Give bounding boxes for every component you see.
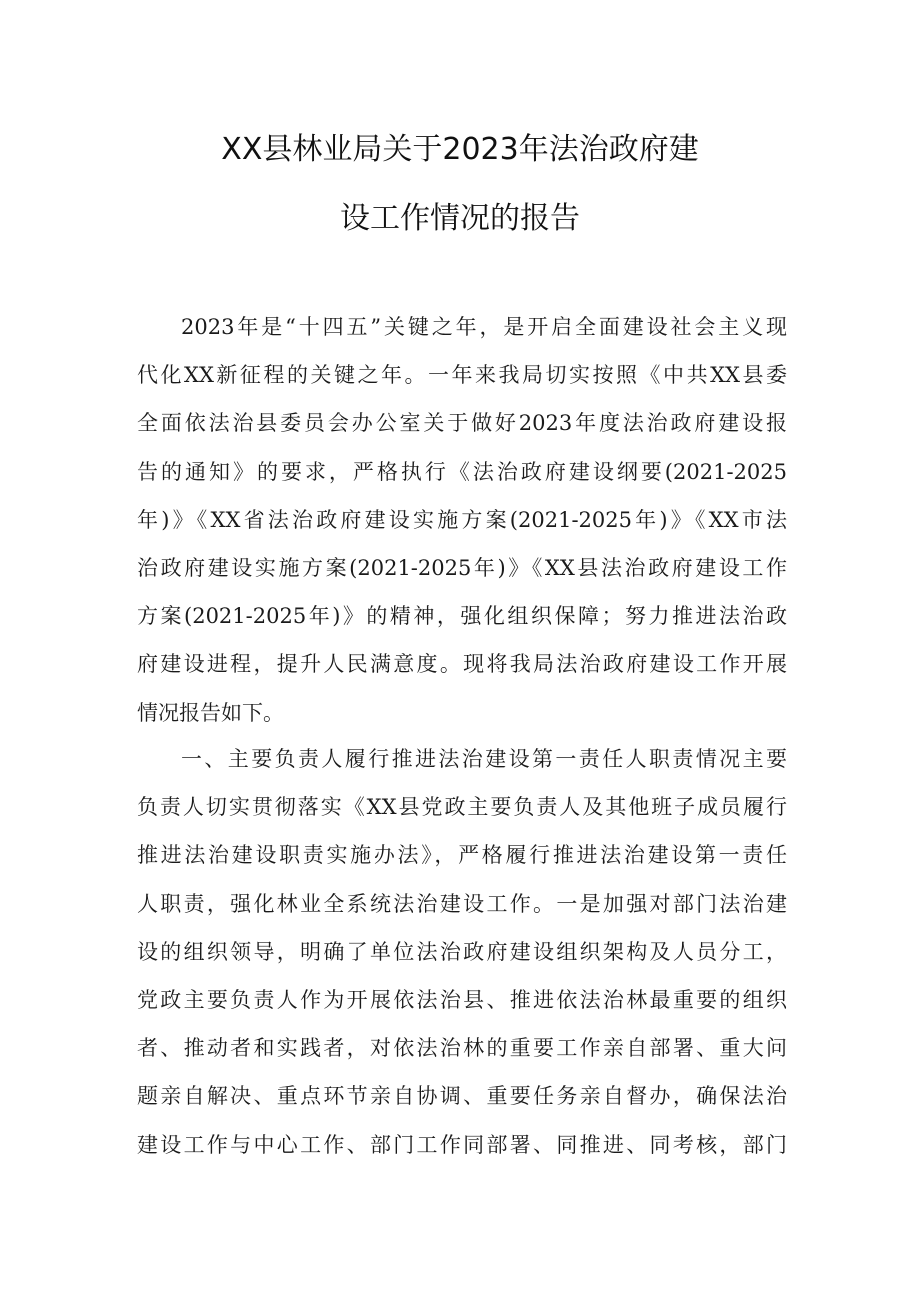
paragraph-line: 告的通知》的要求，严格执行《法治政府建设纲要(2021-2025 <box>137 459 787 484</box>
paragraph-line: 负责人切实贯彻落实《XX县党政主要负责人及其他班子成员履行 <box>137 795 787 820</box>
paragraph-line: 题亲自解决、重点环节亲自协调、重要任务亲自督办，确保法治 <box>137 1084 787 1109</box>
paragraph-line: 设的组织领导，明确了单位法治政府建设组织架构及人员分工， <box>137 939 787 964</box>
paragraph-line: 年)》《XX省法治政府建设实施方案(2021-2025年)》《XX市法 <box>137 507 787 532</box>
paragraph-line: 党政主要负责人作为开展依法治县、推进依法治林最重要的组织 <box>137 987 787 1012</box>
paragraph-line: 方案(2021-2025年)》的精神，强化组织保障；努力推进法治政 <box>137 604 787 629</box>
paragraph-line: 全面依法治县委员会办公室关于做好2023年度法治政府建设报 <box>137 411 787 436</box>
paragraph-line: 代化XX新征程的关键之年。一年来我局切实按照《中共XX县委 <box>137 363 787 388</box>
paragraph-line: 建设工作与中心工作、部门工作同部署、同推进、同考核，部门 <box>137 1132 787 1157</box>
paragraph-line: 人职责，强化林业全系统法治建设工作。一是加强对部门法治建 <box>137 891 787 916</box>
paragraph-line: 2023年是“十四五”关键之年，是开启全面建设社会主义现 <box>181 315 787 339</box>
paragraph-line: 一、主要负责人履行推进法治建设第一责任人职责情况主要 <box>181 747 787 771</box>
paragraph-line: 推进法治建设职责实施办法》，严格履行推进法治建设第一责任 <box>137 843 787 868</box>
paragraph-line: 府建设进程，提升人民满意度。现将我局法治政府建设工作开展 <box>137 652 787 677</box>
document-title-line-2: 设工作情况的报告 <box>340 201 580 236</box>
document-title-line-1: XX县林业局关于2023年法治政府建 <box>221 132 699 167</box>
paragraph-line: 治政府建设实施方案(2021-2025年)》《XX县法治政府建设工作 <box>137 555 787 580</box>
paragraph-line: 者、推动者和实践者，对依法治林的重要工作亲自部署、重大问 <box>137 1036 787 1061</box>
paragraph-section-one <box>137 742 787 1176</box>
paragraph-line: 情况报告如下。 <box>137 700 284 725</box>
paragraph-intro <box>137 310 787 744</box>
